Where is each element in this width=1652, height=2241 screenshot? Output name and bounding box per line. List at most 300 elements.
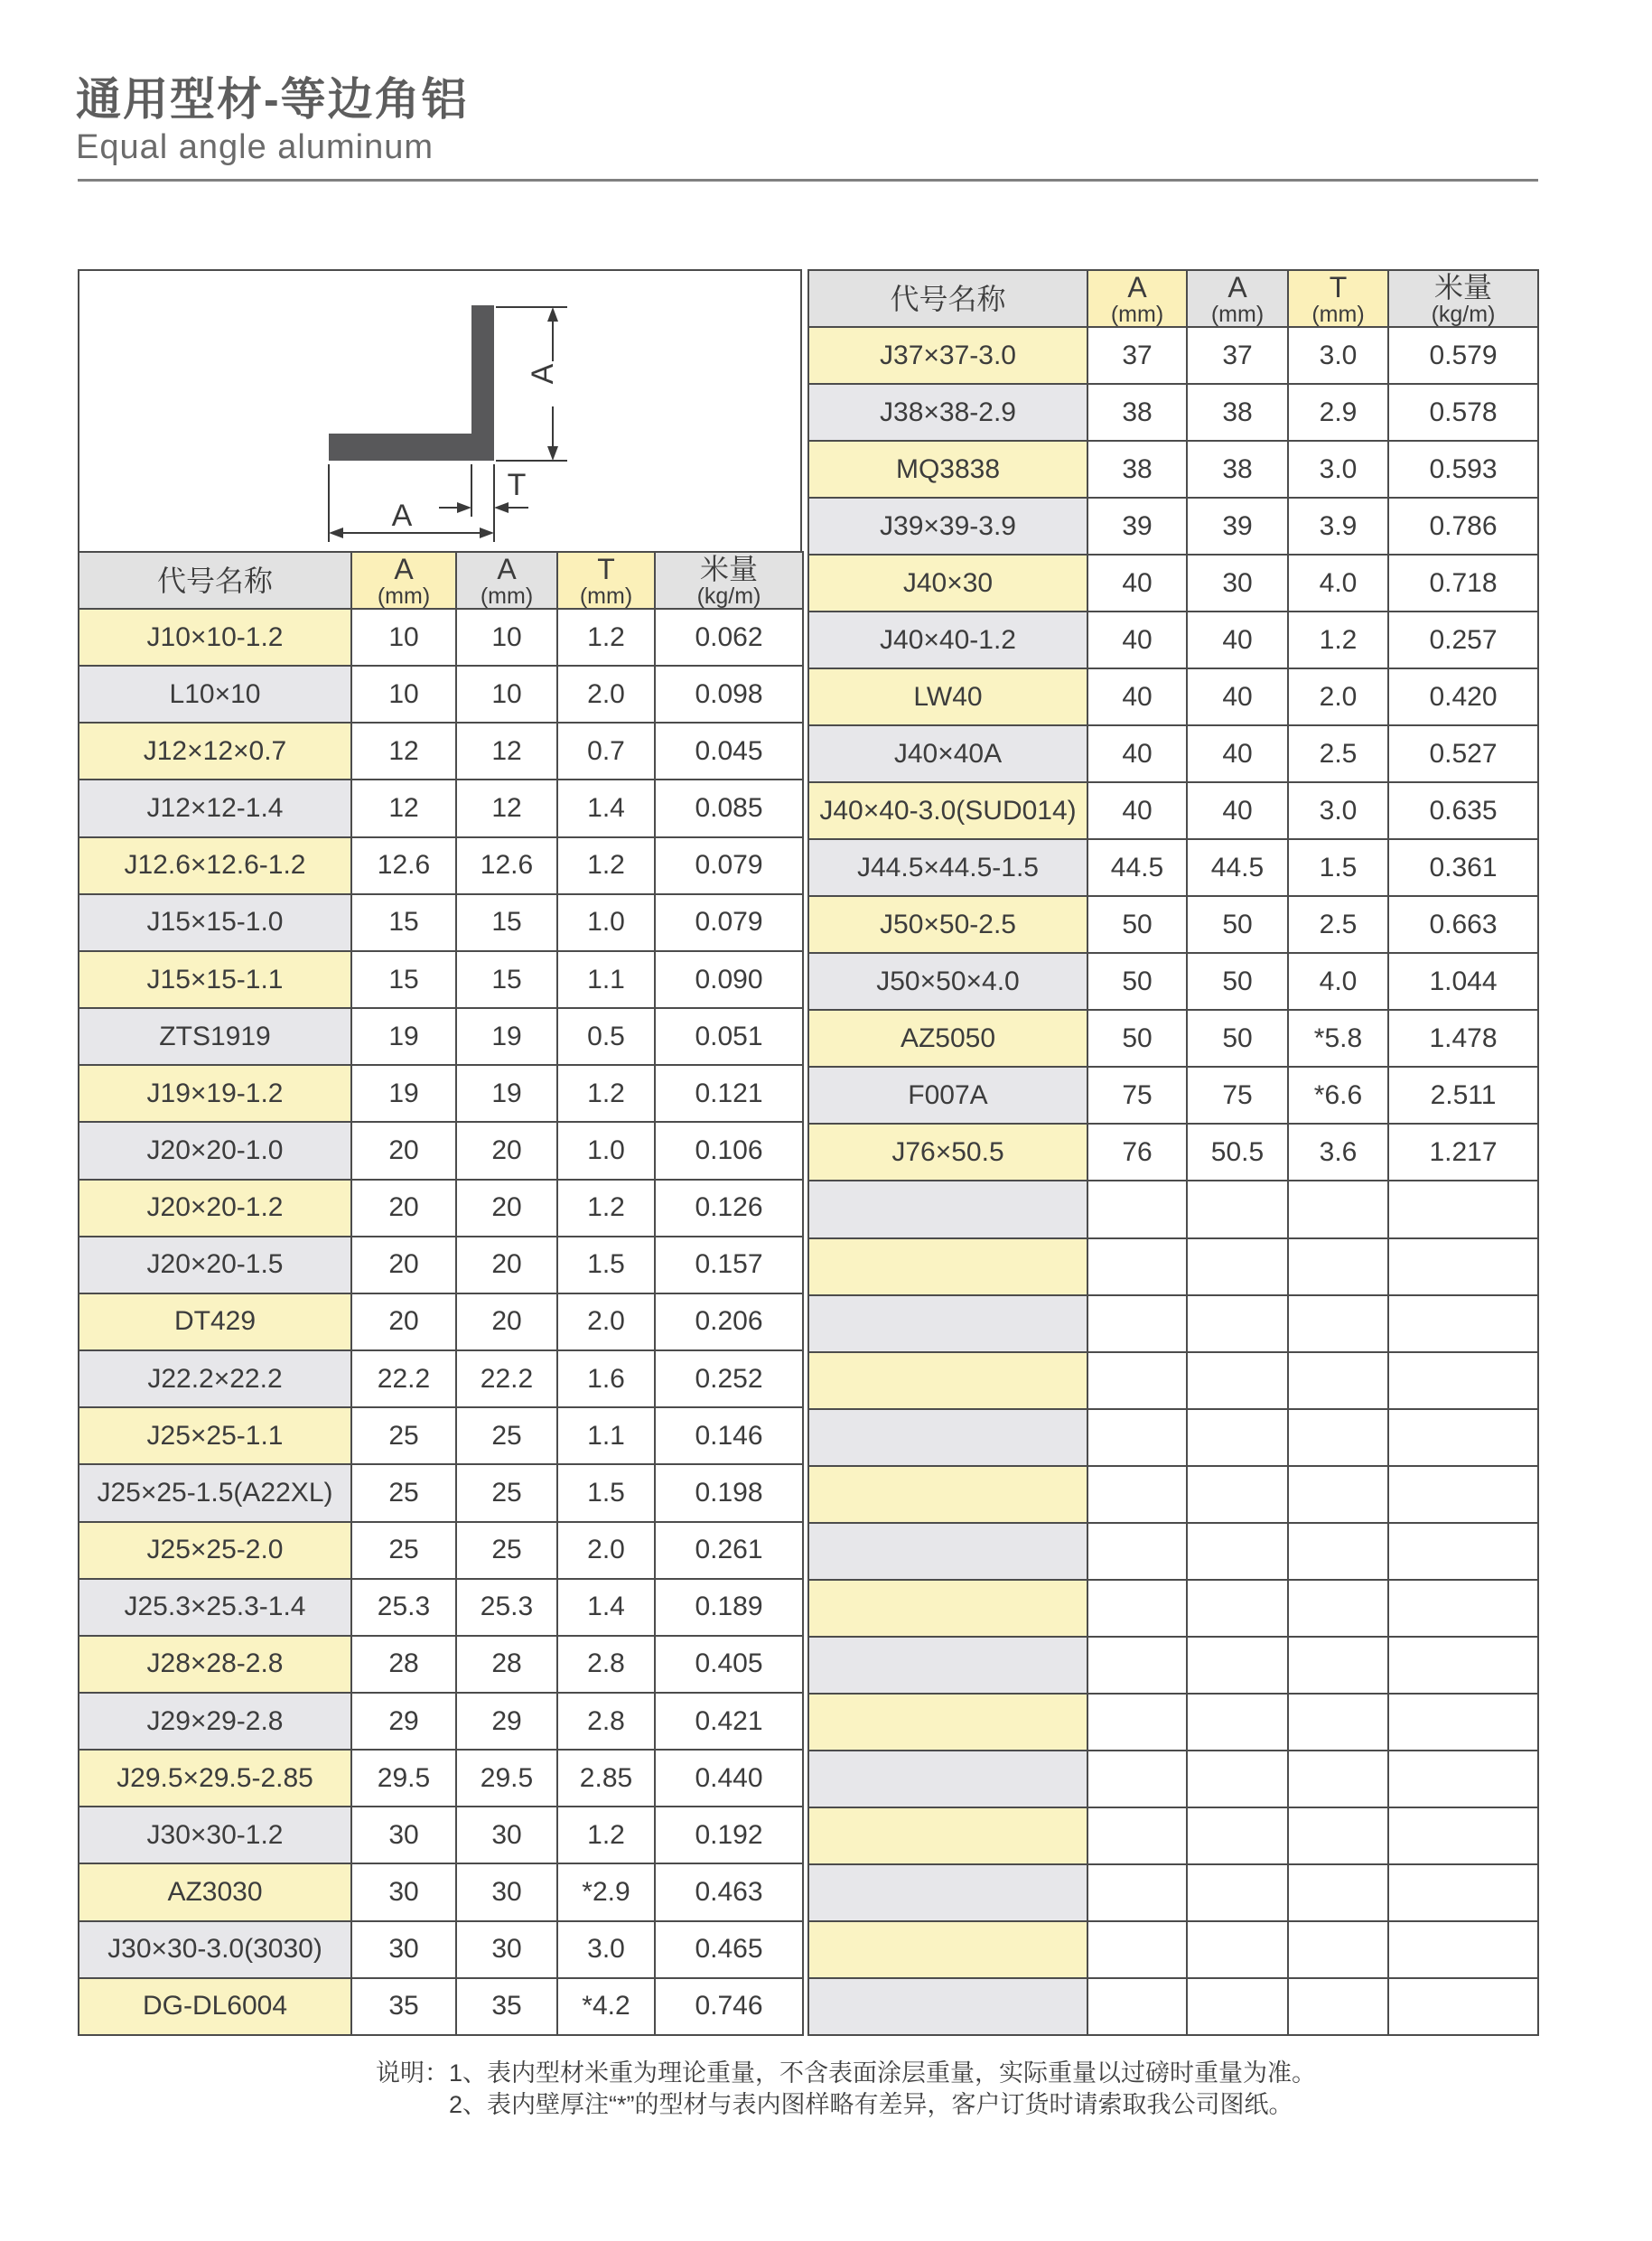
value-cell: 29 <box>456 1693 557 1750</box>
value-cell <box>1288 1466 1388 1523</box>
value-cell: 50.5 <box>1187 1124 1288 1181</box>
value-cell <box>1288 1580 1388 1637</box>
col-header-a2 <box>1187 270 1288 327</box>
value-cell <box>1388 1580 1538 1637</box>
value-cell: 25.3 <box>351 1579 456 1636</box>
value-cell: 20 <box>351 1122 456 1179</box>
value-cell: 12 <box>351 723 456 780</box>
value-cell <box>1388 1352 1538 1409</box>
value-cell: 19 <box>456 1065 557 1122</box>
value-cell: 0.421 <box>655 1693 803 1750</box>
table-row <box>808 1124 1538 1181</box>
value-cell: 1.478 <box>1388 1010 1538 1067</box>
value-cell: 2.85 <box>557 1750 655 1807</box>
value-cell <box>1288 1807 1388 1864</box>
value-cell: 2.0 <box>557 666 655 723</box>
value-cell: 30 <box>351 1921 456 1978</box>
header-label: 米量 <box>1433 270 1492 303</box>
table-row <box>79 894 803 951</box>
value-cell: 0.157 <box>655 1237 803 1293</box>
value-cell: 15 <box>456 894 557 951</box>
profile-code-cell: J22.2×22.2 <box>79 1350 351 1407</box>
table-row <box>808 1295 1538 1352</box>
value-cell: 1.2 <box>557 1180 655 1237</box>
value-cell <box>1087 1751 1187 1807</box>
notes-lines <box>449 2058 1316 2121</box>
value-cell: 38 <box>1187 384 1288 441</box>
value-cell: 0.635 <box>1388 782 1538 839</box>
value-cell: *4.2 <box>557 1978 655 2035</box>
page-title: 通用型材-等边角铝 <box>76 74 469 125</box>
table-row <box>808 1181 1538 1237</box>
value-cell <box>1187 1694 1288 1751</box>
value-cell: 29.5 <box>456 1750 557 1807</box>
col-header-weight <box>1388 270 1538 327</box>
table-row <box>79 1807 803 1863</box>
table-row <box>79 1921 803 1978</box>
table-row <box>808 1637 1538 1694</box>
value-cell <box>1087 1921 1187 1978</box>
value-cell <box>1087 1807 1187 1864</box>
value-cell: 22.2 <box>351 1350 456 1407</box>
col-header-a1 <box>351 552 456 609</box>
table-row <box>79 666 803 723</box>
header-unit: (mm) <box>377 583 431 609</box>
table-row <box>808 555 1538 612</box>
value-cell: 10 <box>456 666 557 723</box>
table-row <box>808 1010 1538 1067</box>
profile-code-cell <box>808 1295 1087 1352</box>
note-line: 1、表内型材米重为理论重量，不含表面涂层重量，实际重量以过磅时重量为准。 <box>449 2059 1317 2087</box>
value-cell <box>1288 1864 1388 1921</box>
table-row <box>79 780 803 836</box>
value-cell: 0.121 <box>655 1065 803 1122</box>
header-unit: (mm) <box>480 583 534 609</box>
arrow-right-icon <box>457 502 471 513</box>
value-cell: 0.463 <box>655 1863 803 1920</box>
value-cell <box>1087 1637 1187 1694</box>
profile-code-cell <box>808 1807 1087 1864</box>
value-cell: *5.8 <box>1288 1010 1388 1067</box>
value-cell <box>1087 1352 1187 1409</box>
table-row <box>79 1579 803 1636</box>
value-cell <box>1187 1921 1288 1978</box>
table-row <box>79 1750 803 1807</box>
table-row <box>808 725 1538 782</box>
profile-code-cell: AZ3030 <box>79 1863 351 1920</box>
value-cell: 50 <box>1187 1010 1288 1067</box>
table-row <box>79 1863 803 1920</box>
profile-code-cell: J12×12×0.7 <box>79 723 351 780</box>
arrow-right-icon <box>480 528 494 538</box>
value-cell <box>1187 1580 1288 1637</box>
value-cell: 12 <box>456 723 557 780</box>
value-cell: 0.786 <box>1388 498 1538 555</box>
col-header-t <box>1288 270 1388 327</box>
value-cell: 40 <box>1187 782 1288 839</box>
table-row <box>808 384 1538 441</box>
value-cell: 40 <box>1187 668 1288 725</box>
profile-code-cell: J20×20-1.5 <box>79 1237 351 1293</box>
arrow-left-icon <box>494 502 509 513</box>
table-row <box>808 1580 1538 1637</box>
table-row <box>79 1522 803 1579</box>
value-cell: 75 <box>1187 1067 1288 1124</box>
value-cell <box>1187 1864 1288 1921</box>
value-cell: 20 <box>351 1180 456 1237</box>
value-cell: 0.079 <box>655 894 803 951</box>
value-cell: 1.5 <box>1288 839 1388 896</box>
table-row <box>808 953 1538 1010</box>
value-cell: 39 <box>1087 498 1187 555</box>
value-cell: 2.9 <box>1288 384 1388 441</box>
header-label: 代号名称 <box>156 564 273 597</box>
table-row <box>808 1238 1538 1295</box>
value-cell <box>1388 1864 1538 1921</box>
value-cell: 40 <box>1087 555 1187 612</box>
value-cell: 25 <box>351 1522 456 1579</box>
page-subtitle: Equal angle aluminum <box>76 128 434 166</box>
profile-code-cell: J40×30 <box>808 555 1087 612</box>
value-cell: 0.146 <box>655 1407 803 1464</box>
profile-code-cell: MQ3838 <box>808 441 1087 498</box>
header-unit: (mm) <box>579 583 633 609</box>
header-label: A <box>1227 270 1247 303</box>
value-cell <box>1187 1295 1288 1352</box>
value-cell <box>1388 1751 1538 1807</box>
value-cell: 0.257 <box>1388 612 1538 668</box>
value-cell <box>1388 1238 1538 1295</box>
value-cell <box>1288 1637 1388 1694</box>
value-cell: 1.2 <box>557 1065 655 1122</box>
value-cell: 2.5 <box>1288 896 1388 953</box>
value-cell: 0.198 <box>655 1464 803 1521</box>
profile-code-cell: J30×30-3.0(3030) <box>79 1921 351 1978</box>
header-label: T <box>597 552 615 585</box>
value-cell: 40 <box>1087 612 1187 668</box>
profile-code-cell <box>808 1466 1087 1523</box>
value-cell <box>1087 1295 1187 1352</box>
table-row <box>808 668 1538 725</box>
value-cell <box>1288 1751 1388 1807</box>
value-cell: 25.3 <box>456 1579 557 1636</box>
value-cell: 44.5 <box>1187 839 1288 896</box>
value-cell: 38 <box>1087 384 1187 441</box>
value-cell: 1.2 <box>1288 612 1388 668</box>
value-cell: 75 <box>1087 1067 1187 1124</box>
value-cell: 76 <box>1087 1124 1187 1181</box>
value-cell: 0.106 <box>655 1122 803 1179</box>
table-body <box>79 609 803 2035</box>
value-cell: 0.578 <box>1388 384 1538 441</box>
value-cell: 0.593 <box>1388 441 1538 498</box>
value-cell <box>1187 1637 1288 1694</box>
value-cell: 19 <box>456 1008 557 1065</box>
value-cell: 40 <box>1087 668 1187 725</box>
value-cell <box>1087 1523 1187 1580</box>
value-cell: 15 <box>351 894 456 951</box>
value-cell: 25 <box>456 1407 557 1464</box>
value-cell: 0.045 <box>655 723 803 780</box>
value-cell: 0.718 <box>1388 555 1538 612</box>
value-cell <box>1388 1181 1538 1237</box>
value-cell: 37 <box>1187 327 1288 384</box>
table-row <box>79 723 803 780</box>
profile-code-cell: J15×15-1.1 <box>79 951 351 1008</box>
value-cell: 2.5 <box>1288 725 1388 782</box>
value-cell <box>1087 1238 1187 1295</box>
col-header-a1 <box>1087 270 1187 327</box>
table-row <box>808 441 1538 498</box>
value-cell <box>1087 1181 1187 1237</box>
profile-code-cell <box>808 1238 1087 1295</box>
table-row <box>79 1693 803 1750</box>
value-cell: 20 <box>351 1293 456 1350</box>
profile-code-cell: L10×10 <box>79 666 351 723</box>
profile-code-cell <box>808 1864 1087 1921</box>
value-cell <box>1187 1751 1288 1807</box>
value-cell <box>1187 1409 1288 1466</box>
value-cell <box>1388 1978 1538 2035</box>
profile-code-cell: J38×38-2.9 <box>808 384 1087 441</box>
value-cell: 1.0 <box>557 1122 655 1179</box>
note-line: 2、表内壁厚注“*”的型材与表内图样略有差异，客户订货时请索取我公司图纸。 <box>449 2091 1293 2118</box>
profile-code-cell: J20×20-1.2 <box>79 1180 351 1237</box>
table-row <box>79 1636 803 1693</box>
table-row <box>79 1008 803 1065</box>
value-cell: 2.0 <box>1288 668 1388 725</box>
table-row <box>79 609 803 666</box>
value-cell: 0.192 <box>655 1807 803 1863</box>
profile-code-cell: LW40 <box>808 668 1087 725</box>
value-cell: 35 <box>456 1978 557 2035</box>
value-cell: 0.579 <box>1388 327 1538 384</box>
value-cell: 15 <box>351 951 456 1008</box>
value-cell: 0.090 <box>655 951 803 1008</box>
value-cell <box>1187 1466 1288 1523</box>
header-unit: (kg/m) <box>696 583 761 609</box>
profile-horizontal-leg <box>329 434 494 461</box>
value-cell: 10 <box>351 666 456 723</box>
header-label: A <box>497 552 517 585</box>
profile-code-cell: J19×19-1.2 <box>79 1065 351 1122</box>
value-cell: 19 <box>351 1008 456 1065</box>
value-cell: 50 <box>1087 953 1187 1010</box>
header-label: T <box>1329 270 1348 303</box>
value-cell: 0.085 <box>655 780 803 836</box>
value-cell <box>1187 1807 1288 1864</box>
value-cell: 1.4 <box>557 780 655 836</box>
value-cell <box>1087 1409 1187 1466</box>
value-cell: 10 <box>456 609 557 666</box>
col-header-code <box>79 552 351 609</box>
value-cell <box>1288 1238 1388 1295</box>
value-cell: 30 <box>351 1863 456 1920</box>
profile-code-cell: DT429 <box>79 1293 351 1350</box>
notes-label: 说明： <box>376 2059 449 2087</box>
profile-code-cell: J25×25-1.5(A22XL) <box>79 1464 351 1521</box>
thickness-dim-label: T <box>507 468 527 502</box>
profile-code-cell: J25.3×25.3-1.4 <box>79 1579 351 1636</box>
col-header-weight <box>655 552 803 609</box>
value-cell: 25 <box>351 1464 456 1521</box>
table-body <box>808 327 1538 2035</box>
value-cell: *2.9 <box>557 1863 655 1920</box>
value-cell <box>1087 1978 1187 2035</box>
table-row <box>808 839 1538 896</box>
value-cell <box>1288 1523 1388 1580</box>
header-unit: (mm) <box>1311 301 1365 327</box>
profile-code-cell <box>808 1523 1087 1580</box>
value-cell: 44.5 <box>1087 839 1187 896</box>
header-row <box>79 552 803 609</box>
value-cell <box>1388 1807 1538 1864</box>
profile-code-cell: J30×30-1.2 <box>79 1807 351 1863</box>
value-cell <box>1388 1466 1538 1523</box>
header-label: A <box>394 552 414 585</box>
profile-code-cell <box>808 1409 1087 1466</box>
value-cell <box>1388 1637 1538 1694</box>
value-cell <box>1087 1864 1187 1921</box>
value-cell: 30 <box>1187 555 1288 612</box>
table-row <box>808 1523 1538 1580</box>
table-row <box>79 1407 803 1464</box>
side-dim-label: A <box>526 363 560 385</box>
col-header-code <box>808 270 1087 327</box>
profile-code-cell <box>808 1694 1087 1751</box>
value-cell <box>1388 1921 1538 1978</box>
value-cell: 20 <box>456 1293 557 1350</box>
value-cell: 1.2 <box>557 609 655 666</box>
value-cell: 37 <box>1087 327 1187 384</box>
header-unit: (mm) <box>1110 301 1164 327</box>
value-cell <box>1288 1181 1388 1237</box>
value-cell: 20 <box>456 1237 557 1293</box>
table-row <box>808 896 1538 953</box>
angle-profile-diagram <box>78 269 802 551</box>
table-row <box>79 1293 803 1350</box>
profile-code-cell: J50×50×4.0 <box>808 953 1087 1010</box>
profile-code-cell: J25×25-2.0 <box>79 1522 351 1579</box>
value-cell: 3.9 <box>1288 498 1388 555</box>
value-cell: 28 <box>456 1636 557 1693</box>
profiles-table-left <box>78 551 804 2036</box>
value-cell: 1.5 <box>557 1237 655 1293</box>
value-cell: 0.126 <box>655 1180 803 1237</box>
value-cell: 30 <box>456 1807 557 1863</box>
value-cell: 12 <box>456 780 557 836</box>
header-label: A <box>1127 270 1147 303</box>
profile-code-cell: J12.6×12.6-1.2 <box>79 837 351 894</box>
profiles-table-right <box>807 269 1539 2036</box>
value-cell: 30 <box>456 1863 557 1920</box>
arrow-up-icon <box>547 307 558 322</box>
profile-code-cell <box>808 1921 1087 1978</box>
col-header-a2 <box>456 552 557 609</box>
table-row <box>808 612 1538 668</box>
value-cell: 0.5 <box>557 1008 655 1065</box>
value-cell <box>1388 1295 1538 1352</box>
profile-code-cell: DG-DL6004 <box>79 1978 351 2035</box>
value-cell: 50 <box>1187 953 1288 1010</box>
value-cell: 12.6 <box>351 837 456 894</box>
profile-code-cell: J76×50.5 <box>808 1124 1087 1181</box>
value-cell <box>1087 1580 1187 1637</box>
value-cell: 19 <box>351 1065 456 1122</box>
title-divider <box>78 179 1538 182</box>
value-cell: 0.746 <box>655 1978 803 2035</box>
value-cell: 35 <box>351 1978 456 2035</box>
value-cell: 3.0 <box>557 1921 655 1978</box>
value-cell: 0.465 <box>655 1921 803 1978</box>
value-cell: 0.420 <box>1388 668 1538 725</box>
table-row <box>808 1978 1538 2035</box>
value-cell: 29 <box>351 1693 456 1750</box>
value-cell <box>1288 1352 1388 1409</box>
value-cell: 30 <box>456 1921 557 1978</box>
profile-code-cell <box>808 1580 1087 1637</box>
value-cell <box>1388 1409 1538 1466</box>
header-label: 代号名称 <box>890 282 1006 315</box>
value-cell: 38 <box>1087 441 1187 498</box>
value-cell: 0.062 <box>655 609 803 666</box>
table-row <box>808 1864 1538 1921</box>
table-row <box>808 1067 1538 1124</box>
profile-code-cell: J25×25-1.1 <box>79 1407 351 1464</box>
value-cell: 40 <box>1187 612 1288 668</box>
value-cell: 1.0 <box>557 894 655 951</box>
value-cell <box>1187 1523 1288 1580</box>
profile-code-cell: F007A <box>808 1067 1087 1124</box>
value-cell: 0.189 <box>655 1579 803 1636</box>
table-row <box>79 1180 803 1237</box>
profile-code-cell: J12×12-1.4 <box>79 780 351 836</box>
angle-profile-drawing <box>79 271 800 549</box>
value-cell: 30 <box>351 1807 456 1863</box>
value-cell: 1.2 <box>557 837 655 894</box>
value-cell: 1.2 <box>557 1807 655 1863</box>
value-cell: 10 <box>351 609 456 666</box>
value-cell: 3.6 <box>1288 1124 1388 1181</box>
value-cell: 40 <box>1187 725 1288 782</box>
table-row <box>79 1350 803 1407</box>
value-cell: 0.261 <box>655 1522 803 1579</box>
arrow-down-icon <box>547 446 558 461</box>
table-row <box>79 1122 803 1179</box>
bottom-dim-label: A <box>391 499 413 533</box>
table-row <box>808 1921 1538 1978</box>
table-row <box>79 1978 803 2035</box>
value-cell: 0.051 <box>655 1008 803 1065</box>
profile-code-cell <box>808 1978 1087 2035</box>
header-unit: (mm) <box>1210 301 1265 327</box>
table-row <box>808 782 1538 839</box>
profile-code-cell: J15×15-1.0 <box>79 894 351 951</box>
value-cell: 0.7 <box>557 723 655 780</box>
value-cell: 20 <box>456 1180 557 1237</box>
value-cell: 1.217 <box>1388 1124 1538 1181</box>
value-cell: 2.0 <box>557 1522 655 1579</box>
value-cell: 0.361 <box>1388 839 1538 896</box>
value-cell: 25 <box>456 1522 557 1579</box>
value-cell: 1.6 <box>557 1350 655 1407</box>
value-cell: 4.0 <box>1288 953 1388 1010</box>
profile-code-cell: J40×40A <box>808 725 1087 782</box>
profile-code-cell: J44.5×44.5-1.5 <box>808 839 1087 896</box>
profile-code-cell: J40×40-3.0(SUD014) <box>808 782 1087 839</box>
table-row <box>79 951 803 1008</box>
value-cell: 2.511 <box>1388 1067 1538 1124</box>
